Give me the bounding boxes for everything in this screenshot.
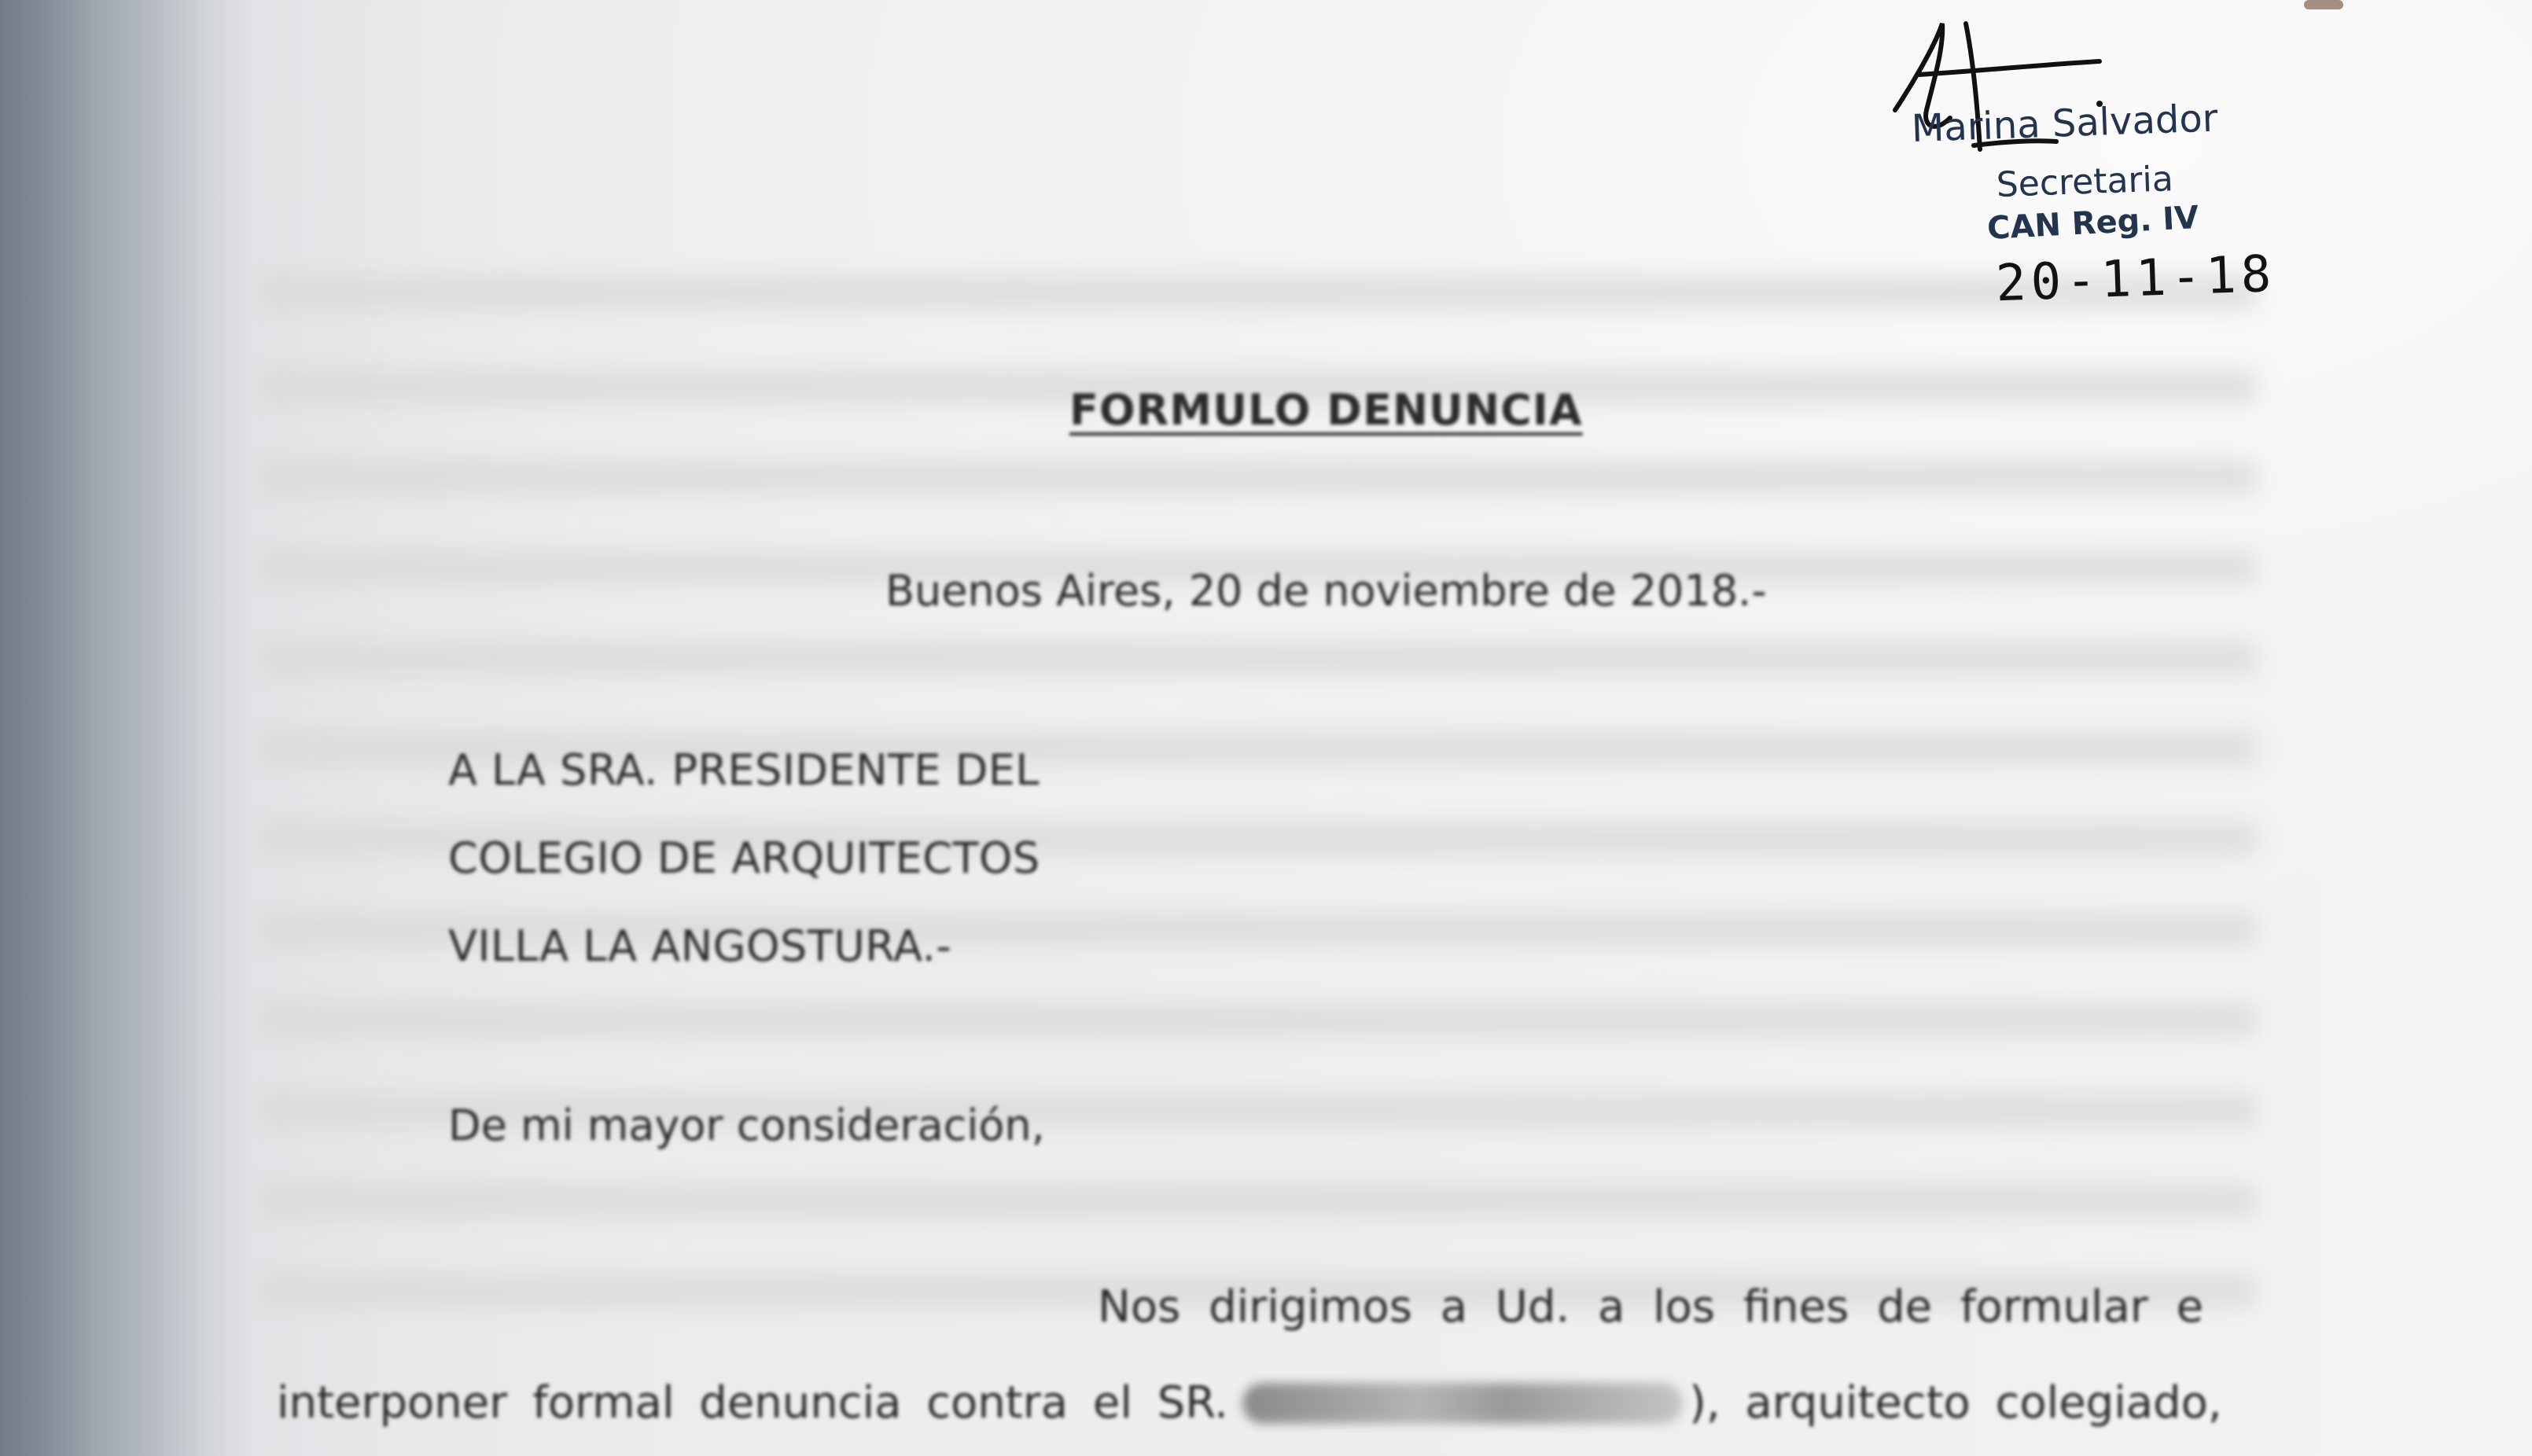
show-through-line: [259, 275, 2257, 310]
greeting: De mi mayor consideración,: [448, 1101, 1045, 1150]
paper-edge-shadow: [0, 0, 252, 1456]
show-through-line: [259, 1183, 2257, 1218]
body-line-2: [277, 1377, 2222, 1428]
body-line-1: Nos dirigimos a Ud. a los fines de formular e: [1098, 1281, 2204, 1333]
address-line-2: COLEGIO DE ARQUITECTOS: [448, 833, 1040, 883]
document-title: FORMULO DENUNCIA: [1069, 385, 1583, 435]
show-through-line: [259, 460, 2257, 495]
show-through-line: [259, 641, 2257, 675]
redacted-name: [1242, 1383, 1683, 1424]
address-line-3: VILLA LA ANGOSTURA.-: [448, 921, 952, 971]
paper-speck: [2304, 0, 2343, 9]
handwritten-date: 20-11-18: [1994, 245, 2277, 314]
stamp-name: Marina Salvador: [1911, 96, 2219, 151]
date-line: Buenos Aires, 20 de noviembre de 2018.-: [885, 566, 1767, 616]
body-line-2-start: interponer formal denuncia contra el SR.: [277, 1377, 1228, 1428]
show-through-line: [259, 1002, 2257, 1037]
body-line-2-end: ), arquitecto colegiado,: [1688, 1377, 2222, 1428]
stamp-role: Secretaria: [1996, 159, 2174, 205]
stamp-organization: CAN Reg. IV: [1986, 199, 2200, 247]
address-line-1: A LA SRA. PRESIDENTE DEL: [448, 745, 1040, 795]
